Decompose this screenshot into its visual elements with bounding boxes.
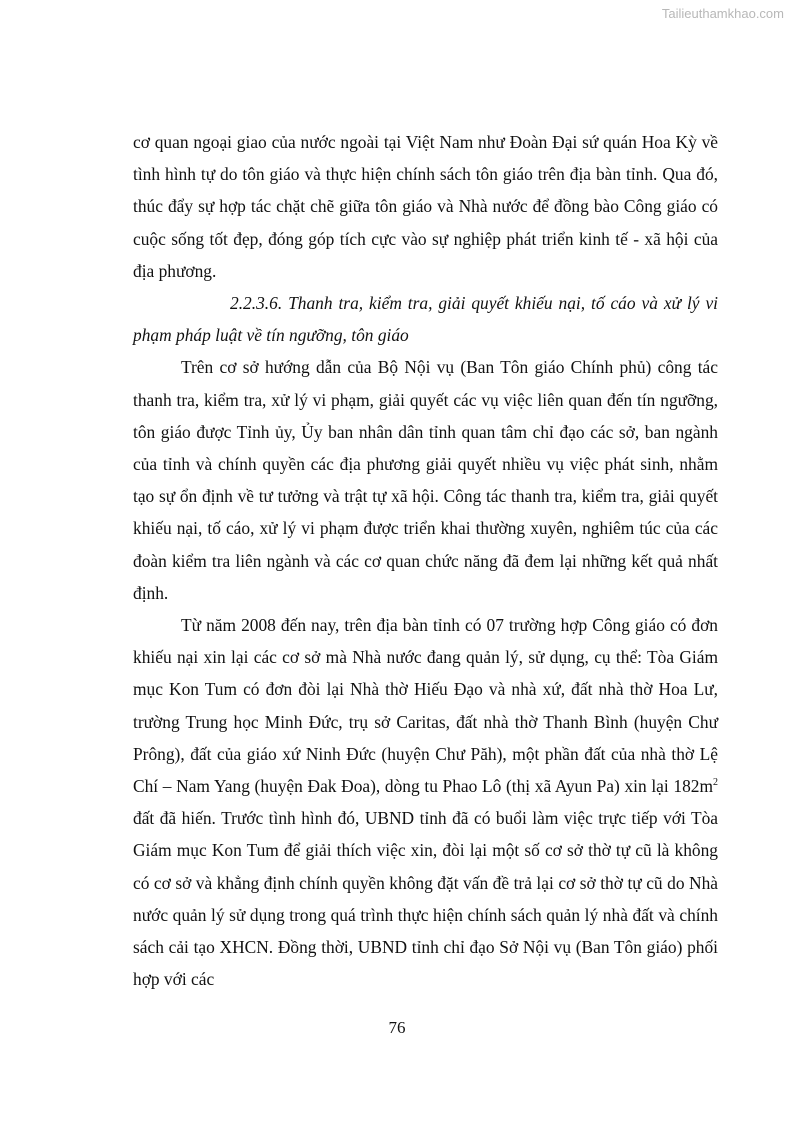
paragraph-complaints-part2: đất đã hiến. Trước tình hình đó, UBND tỉnh đã có buổi làm việc trực tiếp với Tòa Giám mục Kon Tum để giải thích việc xin, đòi lại một số cơ sở thờ tự cũ là không có cơ sở và khẳng định chính quyền không đặt vấn đề trả lại cơ sở thờ tự cũ do Nhà nước quản lý sử dụng trong quá trình thực hiện chính sách quản lý nhà đất và chính sách cải tạo XHCN. Đồng thời, UBND tỉnh chỉ đạo Sở Nội vụ (Ban Tôn giáo) phối hợp với các: [133, 808, 718, 990]
page-number: 76: [388, 1018, 406, 1037]
paragraph-inspection: Trên cơ sở hướng dẫn của Bộ Nội vụ (Ban Tôn giáo Chính phủ) công tác thanh tra, kiểm tra, xử lý vi phạm, giải quyết các vụ việc liên quan đến tín ngưỡng, tôn giáo được Tỉnh ủy, Ủy ban nhân dân tỉnh quan tâm chỉ đạo các sở, ban ngành của tỉnh và chính quyền các địa phương giải quyết nhiều vụ việc phát sinh, nhằm tạo sự ổn định về tư tưởng và trật tự xã hội. Công tác thanh tra, kiểm tra, giải quyết khiếu nại, tố cáo, xử lý vi phạm được triển khai thường xuyên, nghiêm túc của các đoàn kiểm tra liên ngành và các cơ quan chức năng đã đem lại những kết quả nhất định.: [133, 357, 718, 603]
superscript-squared: 2: [713, 777, 718, 789]
section-heading: 2.2.3.6. Thanh tra, kiểm tra, giải quyết khiếu nại, tố cáo và xử lý vi phạm pháp luật về tín ngưỡng, tôn giáo: [133, 293, 718, 346]
document-body: [133, 126, 718, 995]
paragraph-complaints-part1: Từ năm 2008 đến nay, trên địa bàn tỉnh có 07 trường hợp Công giáo có đơn khiếu nại xin lại các cơ sở mà Nhà nước đang quản lý, sử dụng, cụ thể: Tòa Giám mục Kon Tum có đơn đòi lại Nhà thờ Hiếu Đạo và nhà xứ, đất nhà thờ Hoa Lư, trường Trung học Minh Đức, trụ sở Caritas, đất nhà thờ Thanh Bình (huyện Chư Prông), đất của giáo xứ Ninh Đức (huyện Chư Păh), một phần đất của nhà thờ Lệ Chí – Nam Yang (huyện Đak Đoa), dòng tu Phao Lô (thị xã Ayun Pa) xin lại 182m: [133, 615, 718, 797]
paragraph-continuation: cơ quan ngoại giao của nước ngoài tại Việt Nam như Đoàn Đại sứ quán Hoa Kỳ về tình hình tự do tôn giáo và thực hiện chính sách tôn giáo trên địa bàn tỉnh. Qua đó, thúc đẩy sự hợp tác chặt chẽ giữa tôn giáo và Nhà nước để đồng bào Công giáo có cuộc sống tốt đẹp, đóng góp tích cực vào sự nghiệp phát triển kinh tế - xã hội của địa phương.: [133, 132, 718, 281]
watermark-text: Tailieuthamkhao.com: [661, 6, 784, 21]
paragraph-complaints: [133, 609, 718, 995]
